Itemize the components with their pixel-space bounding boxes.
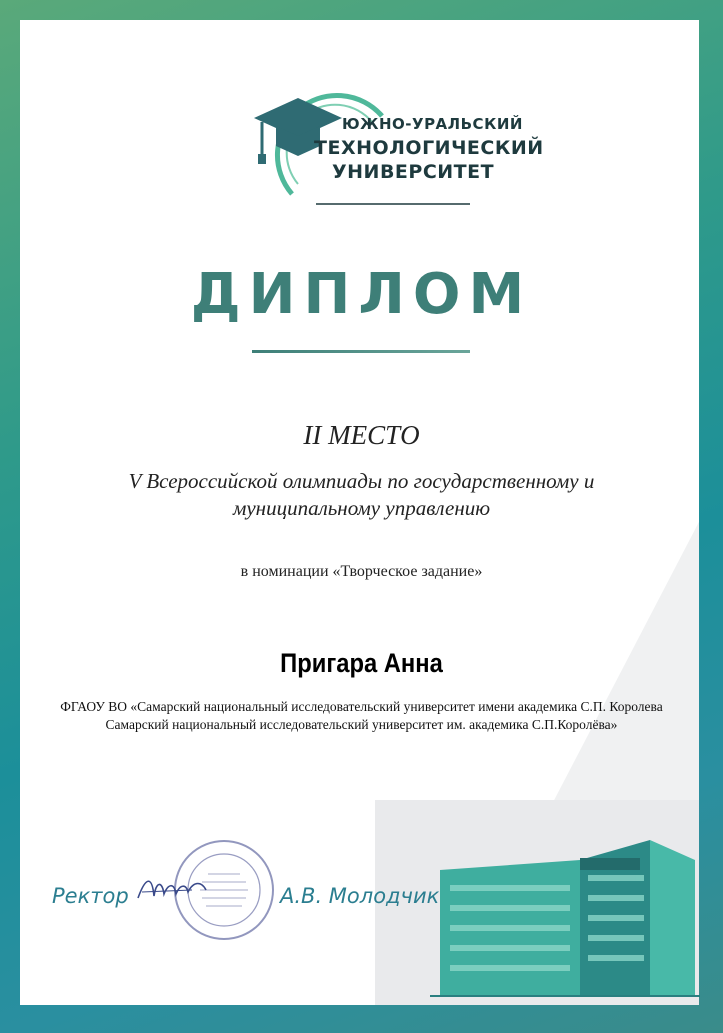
logo-line-3: УНИВЕРСИТЕТ (332, 161, 495, 183)
rector-label: Ректор (52, 884, 129, 908)
nomination-text: в номинации «Творческое задание» (240, 563, 483, 580)
recipient-name: Пригара Анна (280, 648, 443, 678)
logo-line-1: ЮЖНО-УРАЛЬСКИЙ (342, 115, 523, 133)
rector-name: А.В. Молодчик (280, 884, 440, 908)
title-underline (252, 350, 470, 353)
organization-line-2: Самарский национальный исследовательский университет им. академика С.П.Королёва» (105, 717, 618, 732)
olympiad-name: V Всероссийской олимпиады по государственному и муниципальному управлению (128, 469, 595, 520)
organization-line-1: ФГАОУ ВО «Самарский национальный исследовательский университет имени академика С.П. Королева (60, 699, 663, 714)
organization-block (20, 698, 703, 734)
diploma-title: ДИПЛОМ (190, 262, 533, 327)
logo-line-2: ТЕХНОЛОГИЧЕСКИЙ (314, 137, 544, 159)
place-heading: II МЕСТО (303, 420, 420, 450)
university-building-icon (430, 830, 700, 1000)
university-logo-text (314, 112, 544, 184)
rector-signature-icon (132, 870, 212, 910)
